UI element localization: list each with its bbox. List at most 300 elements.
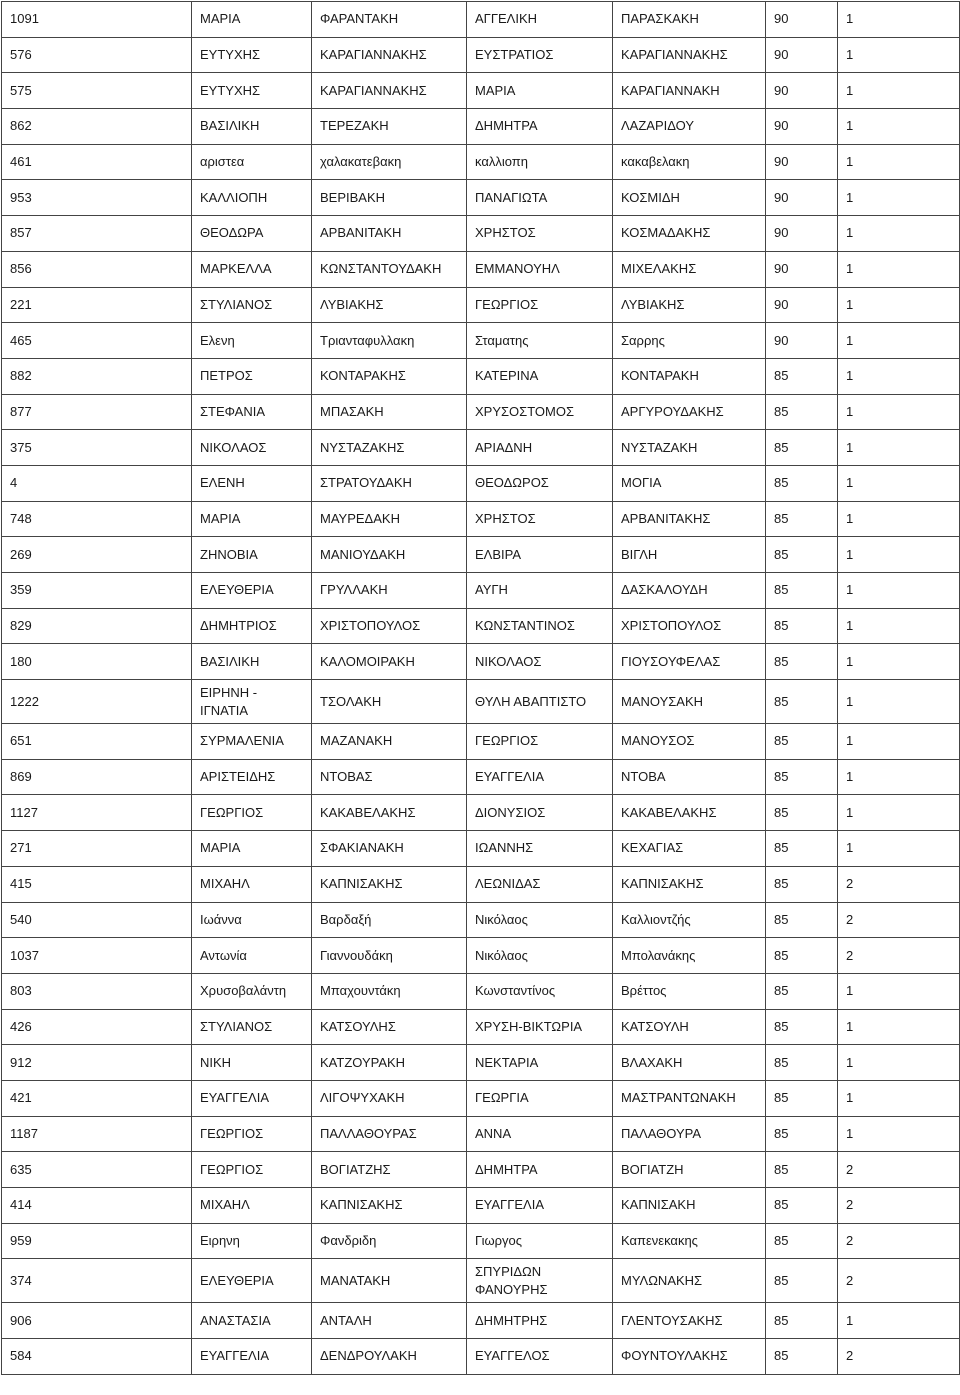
parent-surname-cell: ΝΥΣΤΑΖΑΚΗ (613, 430, 766, 466)
score-cell: 90 (766, 2, 838, 38)
parent-surname-cell: ΚΑΤΣΟΥΛΗ (613, 1009, 766, 1045)
table-row (2, 938, 960, 974)
first-name-cell: ΜΙΧΑΗΛ (192, 1188, 312, 1224)
parent-first-name-cell: ΕΜΜΑΝΟΥΗΛ (467, 251, 613, 287)
surname-cell: ΜΑΥΡΕΔΑΚΗ (312, 501, 467, 537)
table-row (2, 2, 960, 38)
table-row (2, 537, 960, 573)
first-name-cell: Ελενη (192, 323, 312, 359)
parent-surname-cell: ΒΙΓΛΗ (613, 537, 766, 573)
score-cell: 85 (766, 608, 838, 644)
parent-first-name-cell: ΔΗΜΗΤΡΗΣ (467, 1303, 613, 1339)
parent-surname-cell: ΔΑΣΚΑΛΟΥΔΗ (613, 573, 766, 609)
surname-cell: ΑΝΤΑΛΗ (312, 1303, 467, 1339)
group-cell: 1 (838, 537, 960, 573)
table-row (2, 73, 960, 109)
surname-cell: ΚΟΝΤΑΡΑΚΗΣ (312, 358, 467, 394)
parent-surname-cell: ΧΡΙΣΤΟΠΟΥΛΟΣ (613, 608, 766, 644)
surname-cell: ΛΥΒΙΑΚΗΣ (312, 287, 467, 323)
surname-cell: ΔΕΝΔΡΟΥΛΑΚΗ (312, 1339, 467, 1375)
parent-first-name-cell: Νικόλαος (467, 902, 613, 938)
first-name-cell: αριστεα (192, 144, 312, 180)
group-cell: 2 (838, 1339, 960, 1375)
first-name-cell: ΕΛΕΥΘΕΡΙΑ (192, 573, 312, 609)
parent-surname-cell: ΚΟΝΤΑΡΑΚΗ (613, 358, 766, 394)
table-row (2, 1303, 960, 1339)
score-cell: 90 (766, 37, 838, 73)
first-name-cell: ΕΥΑΓΓΕΛΙΑ (192, 1339, 312, 1375)
parent-surname-cell: ΝΤΟΒΑ (613, 759, 766, 795)
record-id-cell: 856 (2, 251, 192, 287)
parent-first-name-cell: ΕΥΣΤΡΑΤΙΟΣ (467, 37, 613, 73)
parent-first-name-cell: ΑΥΓΗ (467, 573, 613, 609)
surname-cell: ΑΡΒΑΝΙΤΑΚΗ (312, 216, 467, 252)
record-id-cell: 912 (2, 1045, 192, 1081)
group-cell: 1 (838, 251, 960, 287)
record-id-cell: 959 (2, 1223, 192, 1259)
record-id-cell: 465 (2, 323, 192, 359)
first-name-cell: ΕΥΑΓΓΕΛΙΑ (192, 1080, 312, 1116)
group-cell: 1 (838, 323, 960, 359)
group-cell: 1 (838, 724, 960, 760)
first-name-cell: ΓΕΩΡΓΙΟΣ (192, 795, 312, 831)
first-name-cell: Αντωνία (192, 938, 312, 974)
parent-surname-cell: ΠΑΡΑΣΚΑΚΗ (613, 2, 766, 38)
parent-first-name-cell: ΣΠΥΡΙΔΩΝ ΦΑΝΟΥΡΗΣ (467, 1259, 613, 1303)
score-cell: 85 (766, 724, 838, 760)
parent-first-name-cell: ΧΡΥΣΗ-ΒΙΚΤΩΡΙΑ (467, 1009, 613, 1045)
parent-surname-cell: Σαρρης (613, 323, 766, 359)
record-id-cell: 414 (2, 1188, 192, 1224)
table-row (2, 724, 960, 760)
score-cell: 90 (766, 251, 838, 287)
parent-first-name-cell: ΧΡΥΣΟΣΤΟΜΟΣ (467, 394, 613, 430)
record-id-cell: 877 (2, 394, 192, 430)
surname-cell: ΝΥΣΤΑΖΑΚΗΣ (312, 430, 467, 466)
group-cell: 1 (838, 644, 960, 680)
parent-first-name-cell: Νικόλαος (467, 938, 613, 974)
group-cell: 1 (838, 1116, 960, 1152)
group-cell: 1 (838, 180, 960, 216)
group-cell: 2 (838, 1152, 960, 1188)
score-cell: 90 (766, 287, 838, 323)
table-row (2, 180, 960, 216)
score-cell: 85 (766, 902, 838, 938)
parent-first-name-cell: ΕΥΑΓΓΕΛΟΣ (467, 1339, 613, 1375)
surname-cell: ΚΑΠΝΙΣΑΚΗΣ (312, 1188, 467, 1224)
first-name-cell: ΔΗΜΗΤΡΙΟΣ (192, 608, 312, 644)
score-cell: 90 (766, 180, 838, 216)
surname-cell: ΚΑΛΟΜΟΙΡΑΚΗ (312, 644, 467, 680)
record-id-cell: 271 (2, 831, 192, 867)
record-id-cell: 1127 (2, 795, 192, 831)
record-id-cell: 1037 (2, 938, 192, 974)
record-id-cell: 421 (2, 1080, 192, 1116)
first-name-cell: ΣΤΥΛΙΑΝΟΣ (192, 287, 312, 323)
first-name-cell: ΕΥΤΥΧΗΣ (192, 73, 312, 109)
surname-cell: χαλακατεβακη (312, 144, 467, 180)
parent-first-name-cell: ΚΑΤΕΡΙΝΑ (467, 358, 613, 394)
first-name-cell: ΜΑΡΙΑ (192, 501, 312, 537)
parent-surname-cell: ΚΑΡΑΓΙΑΝΝΑΚΗ (613, 73, 766, 109)
first-name-cell: ΜΑΡΙΑ (192, 2, 312, 38)
group-cell: 1 (838, 37, 960, 73)
group-cell: 1 (838, 1303, 960, 1339)
score-cell: 90 (766, 109, 838, 145)
record-id-cell: 857 (2, 216, 192, 252)
group-cell: 2 (838, 902, 960, 938)
first-name-cell: ΝΙΚΗ (192, 1045, 312, 1081)
score-cell: 85 (766, 1009, 838, 1045)
record-id-cell: 269 (2, 537, 192, 573)
surname-cell: Μπαχουντάκη (312, 973, 467, 1009)
record-id-cell: 869 (2, 759, 192, 795)
score-cell: 90 (766, 73, 838, 109)
parent-surname-cell: ΛΥΒΙΑΚΗΣ (613, 287, 766, 323)
record-id-cell: 575 (2, 73, 192, 109)
table-row (2, 1045, 960, 1081)
table-row (2, 1080, 960, 1116)
table-row (2, 109, 960, 145)
parent-first-name-cell: ΙΩΑΝΝΗΣ (467, 831, 613, 867)
group-cell: 1 (838, 680, 960, 724)
parent-surname-cell: κακαβελακη (613, 144, 766, 180)
record-id-cell: 635 (2, 1152, 192, 1188)
parent-surname-cell: ΜΑΝΟΥΣΑΚΗ (613, 680, 766, 724)
parent-first-name-cell: Κωνσταντίνος (467, 973, 613, 1009)
table-row (2, 608, 960, 644)
surname-cell: ΓΡΥΛΛΑΚΗ (312, 573, 467, 609)
first-name-cell: ΑΡΙΣΤΕΙΔΗΣ (192, 759, 312, 795)
surname-cell: ΚΑΡΑΓΙΑΝΝΑΚΗΣ (312, 73, 467, 109)
group-cell: 1 (838, 216, 960, 252)
table-row (2, 323, 960, 359)
parent-surname-cell: ΠΑΛΑΘΟΥΡΑ (613, 1116, 766, 1152)
group-cell: 1 (838, 1080, 960, 1116)
surname-cell: Βαρδαξή (312, 902, 467, 938)
table-row (2, 1009, 960, 1045)
first-name-cell: ΕΙΡΗΝΗ - ΙΓΝΑΤΙΑ (192, 680, 312, 724)
records-table (1, 1, 960, 1375)
first-name-cell: ΣΤΥΛΙΑΝΟΣ (192, 1009, 312, 1045)
parent-first-name-cell: ΚΩΝΣΤΑΝΤΙΝΟΣ (467, 608, 613, 644)
record-id-cell: 374 (2, 1259, 192, 1303)
table-row (2, 251, 960, 287)
group-cell: 1 (838, 973, 960, 1009)
parent-surname-cell: ΓΛΕΝΤΟΥΣΑΚΗΣ (613, 1303, 766, 1339)
parent-surname-cell: Καλλιοντζής (613, 902, 766, 938)
score-cell: 85 (766, 866, 838, 902)
score-cell: 90 (766, 323, 838, 359)
table-row (2, 1152, 960, 1188)
table-row (2, 902, 960, 938)
score-cell: 85 (766, 1339, 838, 1375)
record-id-cell: 748 (2, 501, 192, 537)
surname-cell: ΣΦΑΚΙΑΝΑΚΗ (312, 831, 467, 867)
score-cell: 85 (766, 795, 838, 831)
group-cell: 1 (838, 73, 960, 109)
parent-first-name-cell: Σταματης (467, 323, 613, 359)
table-row (2, 680, 960, 724)
parent-first-name-cell: ΘΕΟΔΩΡΟΣ (467, 465, 613, 501)
group-cell: 2 (838, 938, 960, 974)
parent-surname-cell: ΚΑΠΝΙΣΑΚΗΣ (613, 866, 766, 902)
parent-first-name-cell: ΓΕΩΡΓΙΟΣ (467, 724, 613, 760)
record-id-cell: 359 (2, 573, 192, 609)
parent-first-name-cell: ΕΥΑΓΓΕΛΙΑ (467, 759, 613, 795)
score-cell: 90 (766, 216, 838, 252)
first-name-cell: ΣΥΡΜΑΛΕΝΙΑ (192, 724, 312, 760)
score-cell: 85 (766, 831, 838, 867)
record-id-cell: 426 (2, 1009, 192, 1045)
parent-first-name-cell: Γιωργος (467, 1223, 613, 1259)
table-row (2, 1339, 960, 1375)
group-cell: 1 (838, 144, 960, 180)
table-row (2, 1259, 960, 1303)
table-row (2, 866, 960, 902)
surname-cell: ΤΕΡΕΖΑΚΗ (312, 109, 467, 145)
group-cell: 1 (838, 759, 960, 795)
first-name-cell: ΚΑΛΛΙΟΠΗ (192, 180, 312, 216)
parent-surname-cell: ΑΡΓΥΡΟΥΔΑΚΗΣ (613, 394, 766, 430)
parent-surname-cell: ΚΕΧΑΓΙΑΣ (613, 831, 766, 867)
parent-first-name-cell: ΕΥΑΓΓΕΛΙΑ (467, 1188, 613, 1224)
surname-cell: ΚΑΠΝΙΣΑΚΗΣ (312, 866, 467, 902)
surname-cell: ΣΤΡΑΤΟΥΔΑΚΗ (312, 465, 467, 501)
table-row (2, 644, 960, 680)
parent-surname-cell: ΜΥΛΩΝΑΚΗΣ (613, 1259, 766, 1303)
parent-first-name-cell: ΘΥΛΗ ΑΒΑΠΤΙΣΤΟ (467, 680, 613, 724)
record-id-cell: 651 (2, 724, 192, 760)
surname-cell: ΒΕΡΙΒΑΚΗ (312, 180, 467, 216)
first-name-cell: ΒΑΣΙΛΙΚΗ (192, 109, 312, 145)
parent-first-name-cell: ΓΕΩΡΓΙΟΣ (467, 287, 613, 323)
parent-surname-cell: Βρέττος (613, 973, 766, 1009)
surname-cell: ΝΤΟΒΑΣ (312, 759, 467, 795)
first-name-cell: ΜΙΧΑΗΛ (192, 866, 312, 902)
record-id-cell: 415 (2, 866, 192, 902)
group-cell: 1 (838, 831, 960, 867)
record-id-cell: 375 (2, 430, 192, 466)
surname-cell: ΚΑΤΣΟΥΛΗΣ (312, 1009, 467, 1045)
parent-surname-cell: Μπολανάκης (613, 938, 766, 974)
score-cell: 85 (766, 1116, 838, 1152)
record-id-cell: 180 (2, 644, 192, 680)
first-name-cell: ΕΥΤΥΧΗΣ (192, 37, 312, 73)
record-id-cell: 953 (2, 180, 192, 216)
table-row (2, 216, 960, 252)
record-id-cell: 221 (2, 287, 192, 323)
table-row (2, 430, 960, 466)
group-cell: 2 (838, 1223, 960, 1259)
record-id-cell: 584 (2, 1339, 192, 1375)
score-cell: 85 (766, 573, 838, 609)
parent-first-name-cell: καλλιοπη (467, 144, 613, 180)
surname-cell: Γιαννουδάκη (312, 938, 467, 974)
parent-surname-cell: ΒΛΑΧΑΚΗ (613, 1045, 766, 1081)
record-id-cell: 1091 (2, 2, 192, 38)
score-cell: 85 (766, 1223, 838, 1259)
record-id-cell: 1187 (2, 1116, 192, 1152)
table-row (2, 287, 960, 323)
group-cell: 1 (838, 2, 960, 38)
parent-first-name-cell: ΕΛΒΙΡΑ (467, 537, 613, 573)
parent-first-name-cell: ΝΙΚΟΛΑΟΣ (467, 644, 613, 680)
surname-cell: ΦΑΡΑΝΤΑΚΗ (312, 2, 467, 38)
record-id-cell: 1222 (2, 680, 192, 724)
group-cell: 1 (838, 795, 960, 831)
group-cell: 1 (838, 109, 960, 145)
score-cell: 85 (766, 1259, 838, 1303)
surname-cell: ΤΣΟΛΑΚΗ (312, 680, 467, 724)
parent-surname-cell: ΜΙΧΕΛΑΚΗΣ (613, 251, 766, 287)
score-cell: 85 (766, 1303, 838, 1339)
group-cell: 1 (838, 394, 960, 430)
table-row (2, 465, 960, 501)
parent-first-name-cell: ΠΑΝΑΓΙΩΤΑ (467, 180, 613, 216)
table-row (2, 1116, 960, 1152)
parent-surname-cell: ΛΑΖΑΡΙΔΟΥ (613, 109, 766, 145)
table-row (2, 831, 960, 867)
first-name-cell: Χρυσοβαλάντη (192, 973, 312, 1009)
table-row (2, 973, 960, 1009)
score-cell: 85 (766, 644, 838, 680)
first-name-cell: ΒΑΣΙΛΙΚΗ (192, 644, 312, 680)
table-row (2, 795, 960, 831)
record-id-cell: 829 (2, 608, 192, 644)
parent-surname-cell: ΓΙΟΥΣΟΥΦΕΛΑΣ (613, 644, 766, 680)
first-name-cell: ΖΗΝΟΒΙΑ (192, 537, 312, 573)
surname-cell: ΠΑΛΛΑΘΟΥΡΑΣ (312, 1116, 467, 1152)
first-name-cell: ΝΙΚΟΛΑΟΣ (192, 430, 312, 466)
parent-surname-cell: ΜΑΝΟΥΣΟΣ (613, 724, 766, 760)
record-id-cell: 540 (2, 902, 192, 938)
table-row (2, 37, 960, 73)
surname-cell: ΚΑΚΑΒΕΛΑΚΗΣ (312, 795, 467, 831)
group-cell: 2 (838, 1188, 960, 1224)
parent-first-name-cell: ΜΑΡΙΑ (467, 73, 613, 109)
first-name-cell: ΜΑΡΙΑ (192, 831, 312, 867)
score-cell: 85 (766, 501, 838, 537)
first-name-cell: Ειρηνη (192, 1223, 312, 1259)
parent-surname-cell: ΚΑΠΝΙΣΑΚΗ (613, 1188, 766, 1224)
surname-cell: ΜΑΝΙΟΥΔΑΚΗ (312, 537, 467, 573)
score-cell: 85 (766, 1080, 838, 1116)
first-name-cell: ΓΕΩΡΓΙΟΣ (192, 1116, 312, 1152)
table-row (2, 144, 960, 180)
parent-first-name-cell: ΓΕΩΡΓΙΑ (467, 1080, 613, 1116)
record-id-cell: 803 (2, 973, 192, 1009)
parent-surname-cell: ΑΡΒΑΝΙΤΑΚΗΣ (613, 501, 766, 537)
record-id-cell: 906 (2, 1303, 192, 1339)
surname-cell: ΛΙΓΟΨΥΧΑΚΗ (312, 1080, 467, 1116)
score-cell: 85 (766, 1152, 838, 1188)
parent-surname-cell: ΚΟΣΜΑΔΑΚΗΣ (613, 216, 766, 252)
parent-first-name-cell: ΑΝΝΑ (467, 1116, 613, 1152)
parent-first-name-cell: ΛΕΩΝΙΔΑΣ (467, 866, 613, 902)
parent-first-name-cell: ΝΕΚΤΑΡΙΑ (467, 1045, 613, 1081)
score-cell: 90 (766, 144, 838, 180)
score-cell: 85 (766, 465, 838, 501)
parent-surname-cell: ΚΑΚΑΒΕΛΑΚΗΣ (613, 795, 766, 831)
group-cell: 1 (838, 1045, 960, 1081)
records-table-body (2, 2, 960, 1375)
first-name-cell: Ιωάννα (192, 902, 312, 938)
group-cell: 1 (838, 465, 960, 501)
surname-cell: ΒΟΓΙΑΤΖΗΣ (312, 1152, 467, 1188)
parent-first-name-cell: ΧΡΗΣΤΟΣ (467, 216, 613, 252)
record-id-cell: 4 (2, 465, 192, 501)
parent-surname-cell: ΜΑΣΤΡΑΝΤΩΝΑΚΗ (613, 1080, 766, 1116)
parent-surname-cell: ΦΟΥΝΤΟΥΛΑΚΗΣ (613, 1339, 766, 1375)
group-cell: 1 (838, 287, 960, 323)
surname-cell: ΜΠΑΣΑΚΗ (312, 394, 467, 430)
parent-surname-cell: Καπενεκακης (613, 1223, 766, 1259)
surname-cell: ΜΑΖΑΝΑΚΗ (312, 724, 467, 760)
record-id-cell: 461 (2, 144, 192, 180)
surname-cell: ΧΡΙΣΤΟΠΟΥΛΟΣ (312, 608, 467, 644)
record-id-cell: 862 (2, 109, 192, 145)
group-cell: 1 (838, 573, 960, 609)
table-row (2, 358, 960, 394)
group-cell: 2 (838, 866, 960, 902)
score-cell: 85 (766, 973, 838, 1009)
score-cell: 85 (766, 1188, 838, 1224)
score-cell: 85 (766, 537, 838, 573)
first-name-cell: ΕΛΕΝΗ (192, 465, 312, 501)
parent-first-name-cell: ΔΗΜΗΤΡΑ (467, 1152, 613, 1188)
table-row (2, 501, 960, 537)
score-cell: 85 (766, 759, 838, 795)
first-name-cell: ΜΑΡΚΕΛΛΑ (192, 251, 312, 287)
score-cell: 85 (766, 938, 838, 974)
parent-first-name-cell: ΧΡΗΣΤΟΣ (467, 501, 613, 537)
parent-surname-cell: ΒΟΓΙΑΤΖΗ (613, 1152, 766, 1188)
first-name-cell: ΘΕΟΔΩΡΑ (192, 216, 312, 252)
group-cell: 1 (838, 608, 960, 644)
surname-cell: ΚΩΝΣΤΑΝΤΟΥΔΑΚΗ (312, 251, 467, 287)
score-cell: 85 (766, 430, 838, 466)
group-cell: 1 (838, 430, 960, 466)
record-id-cell: 576 (2, 37, 192, 73)
parent-surname-cell: ΚΑΡΑΓΙΑΝΝΑΚΗΣ (613, 37, 766, 73)
surname-cell: ΚΑΤΖΟΥΡΑΚΗ (312, 1045, 467, 1081)
group-cell: 1 (838, 1009, 960, 1045)
first-name-cell: ΓΕΩΡΓΙΟΣ (192, 1152, 312, 1188)
score-cell: 85 (766, 394, 838, 430)
parent-first-name-cell: ΔΗΜΗΤΡΑ (467, 109, 613, 145)
score-cell: 85 (766, 358, 838, 394)
parent-first-name-cell: ΑΓΓΕΛΙΚΗ (467, 2, 613, 38)
score-cell: 85 (766, 680, 838, 724)
surname-cell: Φανδριδη (312, 1223, 467, 1259)
parent-surname-cell: ΜΟΓΙΑ (613, 465, 766, 501)
table-row (2, 759, 960, 795)
surname-cell: ΚΑΡΑΓΙΑΝΝΑΚΗΣ (312, 37, 467, 73)
table-row (2, 1188, 960, 1224)
table-row (2, 1223, 960, 1259)
first-name-cell: ΕΛΕΥΘΕΡΙΑ (192, 1259, 312, 1303)
record-id-cell: 882 (2, 358, 192, 394)
group-cell: 1 (838, 501, 960, 537)
table-row (2, 394, 960, 430)
group-cell: 1 (838, 358, 960, 394)
first-name-cell: ΑΝΑΣΤΑΣΙΑ (192, 1303, 312, 1339)
group-cell: 2 (838, 1259, 960, 1303)
surname-cell: ΜΑΝΑΤΑΚΗ (312, 1259, 467, 1303)
first-name-cell: ΣΤΕΦΑΝΙΑ (192, 394, 312, 430)
surname-cell: Τριανταφυλλακη (312, 323, 467, 359)
